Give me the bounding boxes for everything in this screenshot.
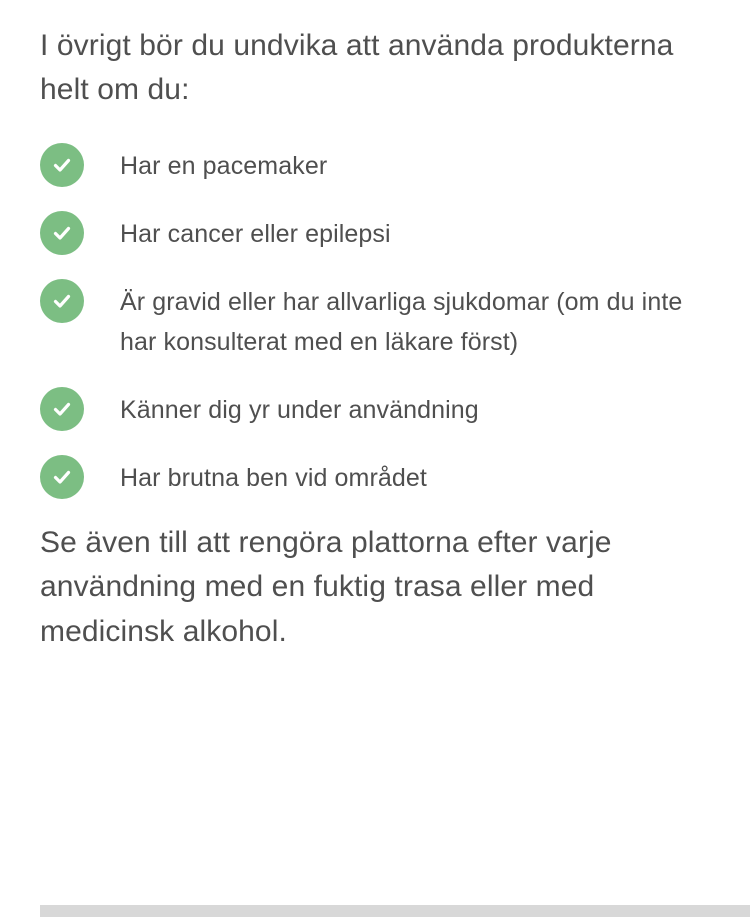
check-icon — [40, 387, 84, 431]
check-icon — [40, 455, 84, 499]
list-item — [40, 209, 710, 255]
check-icon — [40, 211, 84, 255]
warning-checklist — [40, 141, 710, 499]
list-item-label: Har cancer eller epilepsi — [120, 219, 391, 248]
list-item-label: Känner dig yr under användning — [120, 395, 479, 424]
outro-paragraph: Se även till att rengöra plattorna efter varje användning med en fuktig trasa eller med medicinsk alkohol. — [40, 525, 612, 648]
intro-paragraph: I övrigt bör du undvika att använda produkterna helt om du: — [40, 29, 674, 107]
list-item-label: Är gravid eller har allvarliga sjukdomar (om du inte har konsulterat med en läkare först) — [120, 287, 683, 357]
list-item — [40, 453, 710, 499]
list-item — [40, 277, 710, 363]
bottom-divider — [40, 905, 750, 917]
list-item-label: Har en pacemaker — [120, 151, 328, 180]
check-icon — [40, 143, 84, 187]
list-item — [40, 385, 710, 431]
list-item-label: Har brutna ben vid området — [120, 463, 427, 492]
check-icon — [40, 279, 84, 323]
list-item — [40, 141, 710, 187]
